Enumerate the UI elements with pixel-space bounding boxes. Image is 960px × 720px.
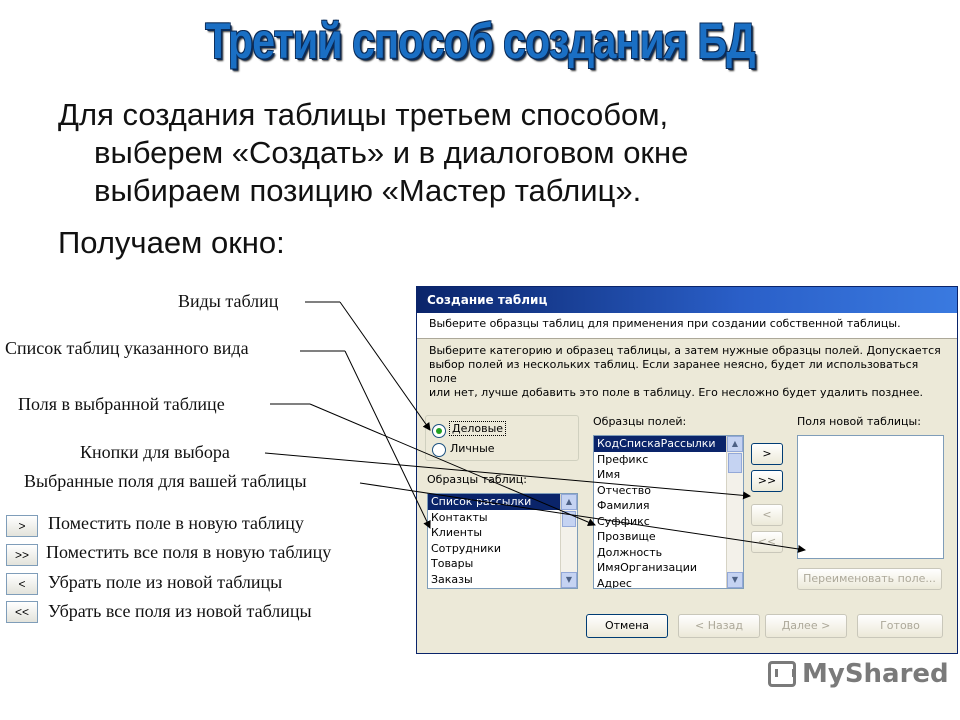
- slide-title: Третий способ создания БД: [205, 13, 755, 69]
- list-item[interactable]: Имя: [597, 468, 621, 481]
- watermark-text: MyShared: [802, 659, 949, 689]
- remove-all-fields-button[interactable]: <<: [751, 531, 783, 553]
- list-item[interactable]: Суффикс: [597, 514, 650, 528]
- legend-remove-all-text: Убрать все поля из новой таблицы: [48, 601, 312, 621]
- remove-field-button[interactable]: <: [751, 504, 783, 526]
- list-item[interactable]: Контакты: [431, 510, 488, 524]
- sample-fields-label: Образцы полей:: [593, 415, 687, 428]
- new-fields-label: Поля новой таблицы:: [797, 415, 921, 428]
- callout-table-list: Список таблиц указанного вида: [5, 338, 249, 358]
- list-item[interactable]: Товары: [431, 557, 474, 570]
- list-item[interactable]: ИмяОрганизации: [597, 561, 698, 574]
- legend-remove-all-button: <<: [6, 601, 38, 623]
- callout-selected-fields: Выбранные поля для вашей таблицы: [24, 471, 307, 491]
- legend-add-button: >: [6, 515, 38, 537]
- legend-remove-button: <: [6, 573, 38, 595]
- list-item[interactable]: Прозвище: [597, 530, 656, 543]
- next-button[interactable]: Далее >: [765, 614, 847, 638]
- myshared-logo-icon: [768, 661, 796, 687]
- list-item[interactable]: Должность: [597, 545, 663, 559]
- list-item[interactable]: Заказы: [431, 572, 473, 586]
- list-item[interactable]: Сотрудники: [431, 541, 502, 555]
- add-all-fields-button[interactable]: >>: [751, 470, 783, 492]
- add-field-button[interactable]: >: [751, 443, 783, 465]
- tables-scrollbar[interactable]: [560, 494, 577, 588]
- result-paragraph: Получаем окно:: [58, 225, 285, 260]
- description-line-3: или нет, лучше добавить это поле в таблицу. Его несложно будет удалить позднее.: [429, 386, 924, 399]
- finish-button[interactable]: Готово: [857, 614, 943, 638]
- legend-add-all-button: >>: [6, 544, 38, 566]
- radio-business-label[interactable]: Деловые: [452, 422, 504, 435]
- cancel-button[interactable]: Отмена: [586, 614, 668, 638]
- back-button[interactable]: < Назад: [678, 614, 760, 638]
- scroll-down-icon[interactable]: ▼: [727, 572, 743, 588]
- radio-personal-label[interactable]: Личные: [450, 442, 495, 455]
- intro-line-3: выбираем позицию «Мастер таблиц».: [94, 173, 642, 208]
- list-item[interactable]: Отчество: [597, 483, 652, 497]
- list-item[interactable]: КодСпискаРассылки: [594, 436, 743, 452]
- list-item[interactable]: Список рассылки: [428, 494, 577, 510]
- dialog-header: Выберите образцы таблиц для применения при создании собственной таблицы.: [417, 313, 957, 339]
- callout-table-fields: Поля в выбранной таблице: [18, 394, 225, 414]
- rename-field-button[interactable]: Переименовать поле...: [797, 568, 942, 590]
- list-item[interactable]: Клиенты: [431, 526, 483, 539]
- watermark: [768, 657, 949, 691]
- legend-add-all-text: Поместить все поля в новую таблицу: [46, 542, 332, 562]
- category-group: [425, 415, 579, 461]
- sample-tables-list[interactable]: [427, 493, 578, 589]
- list-item[interactable]: Адрес: [597, 576, 632, 589]
- radio-business[interactable]: [432, 424, 446, 438]
- scroll-thumb[interactable]: [562, 511, 576, 527]
- legend-remove-text: Убрать поле из новой таблицы: [48, 572, 283, 592]
- callout-table-types: Виды таблиц: [178, 291, 279, 311]
- callout-select-buttons: Кнопки для выбора: [80, 442, 230, 462]
- table-wizard-dialog: [416, 286, 958, 654]
- description-line-2: выбор полей из нескольких таблиц. Если заранее неясно, будет ли использоваться поле: [429, 358, 919, 385]
- scroll-up-icon[interactable]: ▲: [561, 494, 577, 510]
- intro-line-1: Для создания таблицы третьем способом,: [58, 97, 669, 132]
- sample-fields-list[interactable]: [593, 435, 744, 589]
- new-fields-list[interactable]: [797, 435, 944, 559]
- list-item[interactable]: Фамилия: [597, 499, 650, 512]
- sample-tables-label: Образцы таблиц:: [427, 473, 527, 486]
- intro-paragraph: [58, 96, 688, 210]
- radio-personal[interactable]: [432, 443, 446, 457]
- scroll-up-icon[interactable]: ▲: [727, 436, 743, 452]
- scroll-down-icon[interactable]: ▼: [561, 572, 577, 588]
- dialog-titlebar: Создание таблиц: [417, 287, 957, 313]
- dialog-description: [429, 344, 949, 400]
- scroll-thumb[interactable]: [728, 453, 742, 473]
- legend-add-text: Поместить поле в новую таблицу: [48, 513, 304, 533]
- list-item[interactable]: Префикс: [597, 452, 649, 466]
- description-line-1: Выберите категорию и образец таблицы, а затем нужные образцы полей. Допускается: [429, 344, 941, 357]
- fields-scrollbar[interactable]: [726, 436, 743, 588]
- intro-line-2: выберем «Создать» и в диалоговом окне: [94, 135, 689, 170]
